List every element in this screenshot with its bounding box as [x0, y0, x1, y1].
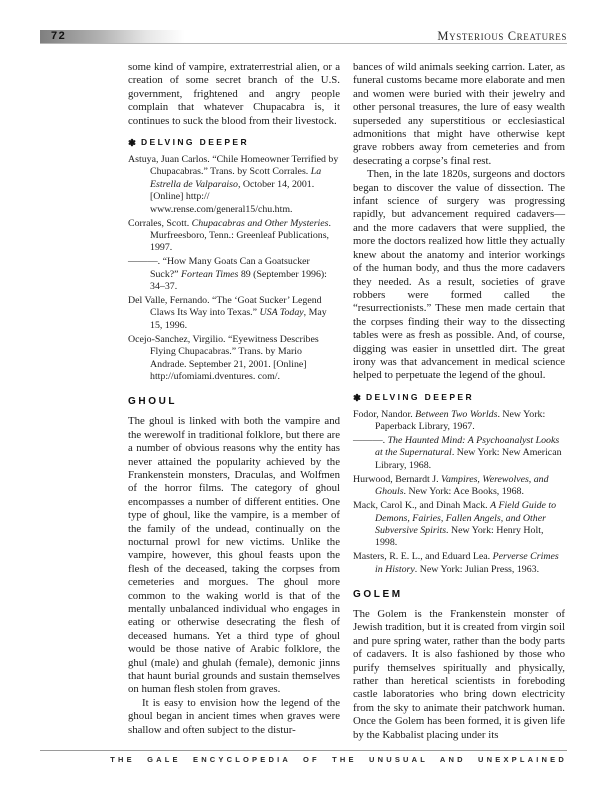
bibliography-entry: Fodor, Nandor. Between Two Worlds. New York: Paperback Library, 1967. [353, 408, 546, 433]
bibliography-entry: Corrales, Scott. Chupacabras and Other Mysteries. Murfreesboro, Tenn.: Greenleaf Publications, 1997. [128, 217, 331, 254]
delving-deeper-heading [353, 392, 565, 404]
page-number: 72 [51, 30, 67, 42]
bibliography-entry: Hurwood, Bernardt J. Vampires, Werewolves, and Ghouls. New York: Ace Books, 1968. [353, 473, 549, 498]
paragraph: Then, in the late 1820s, surgeons and doctors began to discover the value of dissection. The infant science of surgery was progressing rapidly, but advancement required cadavers—and the more cadavers that were supplied, the more the doctors realized how little they actually knew about the anatomy and interior workings of the human body, and thus the more cadavers they needed. As a result, societies of grave robbers were formed called the “resurrectionists.” These men made certain that the corpses finding their way to the dissecting tables were as fresh as possible. And, of course, digging was easier in unsettled dirt. The great irony was that advancement in medical science helped to perpetuate the legend of the ghoul. [353, 168, 565, 382]
page-number-bar [40, 30, 192, 43]
bibliography-entry: Masters, R. E. L., and Eduard Lea. Perverse Crimes in History. New York: Julian Press, 1963. [353, 551, 559, 575]
delving-deeper-label: DELVING DEEPER [365, 391, 475, 402]
bibliography-entry: Del Valle, Fernando. “The ‘Goat Sucker’ Legend Claws Its Way into Texas.” USA Today, May 15, 1996. [128, 295, 327, 331]
bibliography-entry: Mack, Carol K., and Dinah Mack. A Field Guide to Demons, Fairies, Fallen Angels, and Other Subversive Spirits. New York: Henry Holt, 1998. [353, 500, 557, 549]
paragraph: The Golem is the Frankenstein monster of Jewish tradition, but it is created from virgin soil and pure spring water, rather than the body parts of cadavers. It is also fashioned by those who purify themselves spiritually and physically, rather than heretical scientists in foreboding castle laboratories who bring down electricity from the sky to animate their patchwork human. Once the Golem has been formed, it is given life by the Kabbalist placing under its [353, 608, 565, 741]
bibliography-list [353, 409, 565, 576]
left-column [128, 61, 340, 742]
delving-deeper-label: DELVING DEEPER [140, 137, 250, 148]
bibliography-entry: Ocejo-Sanchez, Virgilio. “Eyewitness Describes Flying Chupacabras.” Trans. by Mario Andrade. September 21, 2001. [Online] http://ufomiami.dventures. com/. [128, 333, 319, 382]
bibliography-entry: Astuya, Juan Carlos. “Chile Homeowner Terrified by Chupacabras.” Trans. by Scott Corrales. La Estrella de Valparaiso, October 14, 2001. [Online] http:// www.rense.com/general15/chu.htm. [128, 154, 339, 215]
paragraph: some kind of vampire, extraterrestrial alien, or a creation of some secret branch of the U.S. government, frightened and angry people complain that whatever Chupacabra is, it continues to suck the blood from their livestock. [128, 61, 340, 127]
bibliography-entry: ———. “How Many Goats Can a Goatsucker Suck?” Fortean Times 89 (September 1996): 34–37. [128, 256, 327, 293]
bibliography-entry: ———. The Haunted Mind: A Psychoanalyst Looks at the Supernatural. New York: New American Library, 1968. [353, 435, 562, 471]
delving-deeper-heading [128, 137, 340, 149]
section-heading-ghoul: GHOUL [128, 396, 178, 408]
bibliography-list [128, 154, 340, 383]
page-content [128, 61, 565, 742]
flower-icon: ❃ [128, 138, 136, 150]
right-column [353, 61, 565, 742]
paragraph: The ghoul is linked with both the vampire and the werewolf in traditional folklore, but there are a number of obvious reasons why the entity has never attained the popularity achieved by the Frankenstein monsters, Draculas, and Wolfmen of the horror films. The category of ghoul encompasses a number of different entities. One type of ghoul, like the vampire, is a member of the family of the undead, continually on the nocturnal prowl for new victims. Unlike the vampire, however, this ghoul feasts upon the flesh of the deceased, taking the corpses from cemeteries and morgues. The ghoul more common to the waking world is that of the mentally unbalanced individual who engages in eating or otherwise desecrating the flesh of deceased humans. Yet a third type of ghoul would be those native of Arabic folklore, the ghul (male) and ghulah (female), demonic jinns that haunt burial grounds and sustain themselves on human flesh stolen from graves. [128, 415, 340, 696]
footer-title: THE GALE ENCYCLOPEDIA OF THE UNUSUAL AND UNEXPLAINED [110, 755, 567, 764]
section-heading-golem: GOLEM [353, 589, 403, 601]
flower-icon: ❃ [353, 392, 361, 404]
footer-rule [40, 750, 567, 751]
paragraph: bances of wild animals seeking carrion. Later, as funeral customs became more elaborate and men and women were buried with their jewelry and other personal treasures, the lure of easy wealth superseded any superstitious or ecclesiastical admonitions that might have otherwise kept grave robbers away from cemeteries and from desecrating a corpse’s final rest. [353, 61, 565, 167]
paragraph: It is easy to envision how the legend of the ghoul began in ancient times when graves were shallow and often subject to the distur- [128, 696, 340, 736]
running-head: Mysterious Creatures [437, 29, 567, 43]
